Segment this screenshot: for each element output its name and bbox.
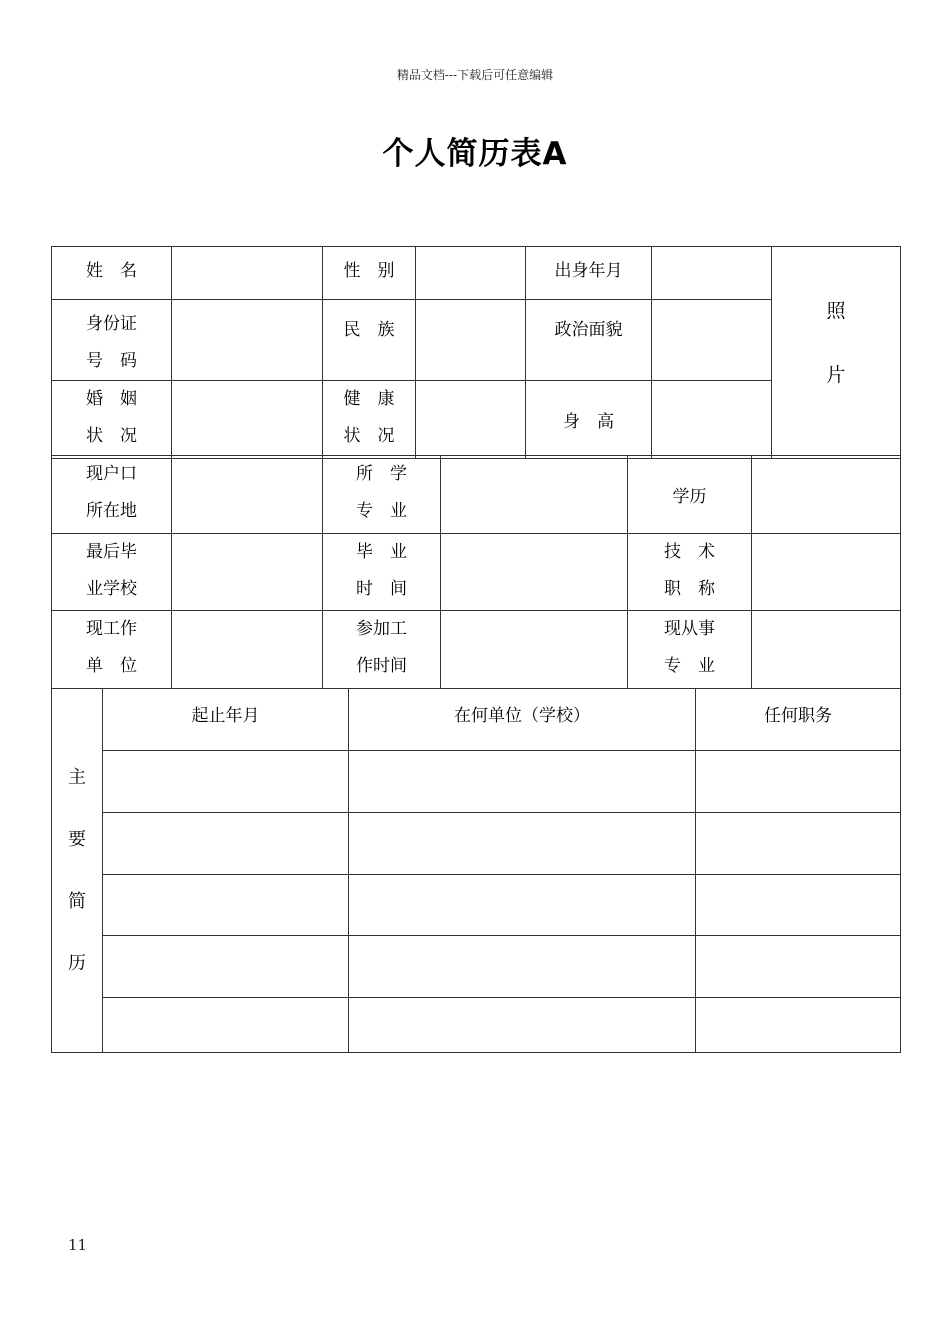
major-field[interactable] — [441, 456, 628, 534]
label-grad-time: 毕 业 时 间 — [323, 534, 441, 611]
label-title-tech: 技 术 职 称 — [628, 534, 752, 611]
unit-cell[interactable] — [349, 875, 696, 936]
period-cell[interactable] — [103, 813, 349, 875]
label-education: 学历 — [628, 456, 752, 534]
work-unit-field[interactable] — [172, 611, 323, 689]
personal-info-table — [51, 246, 901, 459]
position-cell[interactable] — [696, 998, 901, 1053]
column-header-period: 起止年月 — [103, 689, 349, 751]
label-school: 最后毕 业学校 — [52, 534, 172, 611]
background-info-table — [51, 455, 901, 689]
label-work-unit: 现工作 单 位 — [52, 611, 172, 689]
label-political: 政治面貌 — [526, 300, 652, 381]
grad-time-field[interactable] — [441, 534, 628, 611]
label-major: 所 学 专 业 — [323, 456, 441, 534]
current-field-field[interactable] — [752, 611, 901, 689]
table-row — [52, 875, 901, 936]
table-row — [52, 998, 901, 1053]
position-cell[interactable] — [696, 751, 901, 813]
unit-cell[interactable] — [349, 936, 696, 998]
height-field[interactable] — [652, 381, 772, 459]
page-number: 11 — [68, 1236, 88, 1254]
birth-field[interactable] — [652, 247, 772, 300]
column-header-unit: 在何单位（学校） — [349, 689, 696, 751]
position-cell[interactable] — [696, 875, 901, 936]
unit-cell[interactable] — [349, 751, 696, 813]
table-row — [52, 813, 901, 875]
photo-box[interactable]: 照 片 — [772, 247, 901, 459]
label-ethnicity: 民 族 — [323, 300, 416, 381]
position-cell[interactable] — [696, 813, 901, 875]
political-field[interactable] — [652, 300, 772, 381]
unit-cell[interactable] — [349, 813, 696, 875]
label-health: 健 康 状 况 — [323, 381, 416, 459]
period-cell[interactable] — [103, 875, 349, 936]
hukou-field[interactable] — [172, 456, 323, 534]
label-birth: 出身年月 — [526, 247, 652, 300]
title-tech-field[interactable] — [752, 534, 901, 611]
label-name: 姓 名 — [52, 247, 172, 300]
gender-field[interactable] — [416, 247, 526, 300]
name-field[interactable] — [172, 247, 323, 300]
resume-history-table — [51, 688, 901, 1053]
school-field[interactable] — [172, 534, 323, 611]
health-field[interactable] — [416, 381, 526, 459]
label-gender: 性 别 — [323, 247, 416, 300]
header-note: 精品文档---下载后可任意编辑 — [396, 68, 554, 82]
period-cell[interactable] — [103, 751, 349, 813]
page-title: 个人简历表A — [382, 136, 568, 172]
work-start-field[interactable] — [441, 611, 628, 689]
period-cell[interactable] — [103, 936, 349, 998]
id-number-field[interactable] — [172, 300, 323, 381]
label-hukou: 现户口 所在地 — [52, 456, 172, 534]
column-header-position: 任何职务 — [696, 689, 901, 751]
marital-field[interactable] — [172, 381, 323, 459]
label-current-field: 现从事 专 业 — [628, 611, 752, 689]
position-cell[interactable] — [696, 936, 901, 998]
label-work-start: 参加工 作时间 — [323, 611, 441, 689]
label-height: 身 高 — [526, 381, 652, 459]
education-field[interactable] — [752, 456, 901, 534]
resume-side-label: 主 要 简 历 — [52, 689, 103, 1053]
table-row — [52, 936, 901, 998]
label-id-number: 身份证 号 码 — [52, 300, 172, 381]
table-row — [52, 751, 901, 813]
label-marital: 婚 姻 状 况 — [52, 381, 172, 459]
unit-cell[interactable] — [349, 998, 696, 1053]
ethnicity-field[interactable] — [416, 300, 526, 381]
period-cell[interactable] — [103, 998, 349, 1053]
